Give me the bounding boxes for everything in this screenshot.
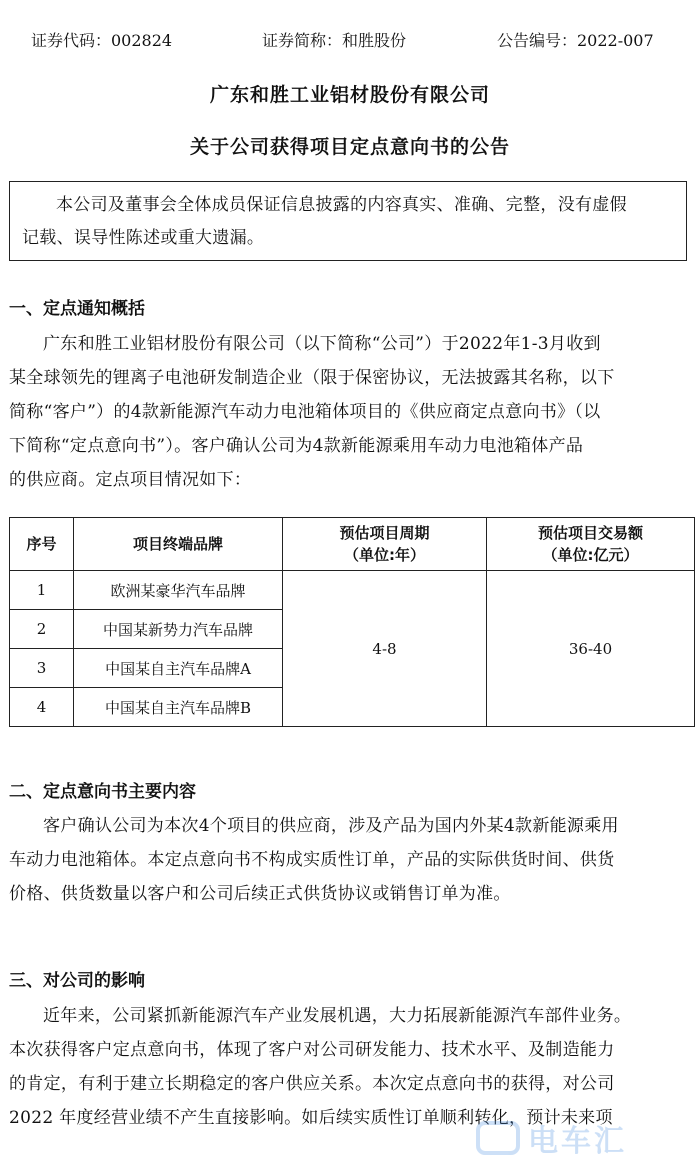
ev-logo-icon	[476, 1121, 520, 1155]
company-title: 广东和胜工业铝材股份有限公司	[209, 84, 490, 106]
paragraph-line: 本次获得客户定点意向书，体现了客户对公司研发能力、技术水平、及制造能力	[9, 1040, 615, 1060]
row-number: 1	[10, 571, 74, 610]
watermark-text: 电车汇	[528, 1124, 627, 1159]
table-row	[10, 571, 695, 610]
paragraph-line: 的肯定，有利于建立长期稳定的客户供应关系。本次定点意向书的获得，对公司	[9, 1074, 615, 1094]
period-header-line2: （单位:年）	[344, 546, 425, 564]
section1-paragraph	[9, 327, 692, 497]
stock-code: 证券代码：002824	[31, 31, 173, 50]
period-cell: 4-8	[283, 571, 487, 727]
announcement-number: 公告编号：2022-007	[497, 31, 654, 50]
row-brand: 中国某新势力汽车品牌	[74, 610, 283, 649]
col-header-amount	[487, 518, 695, 571]
section-heading: 一、定点通知概括	[9, 299, 145, 319]
announcement-title: 关于公司获得项目定点意向书的公告	[189, 136, 510, 158]
amount-header-line2: （单位:亿元）	[542, 546, 639, 564]
paragraph-line: 价格、供货数量以客户和公司后续正式供货协议或销售订单为准。	[9, 884, 511, 904]
paragraph-line: 近年来，公司紧抓新能源汽车产业发展机遇，大力拓展新能源汽车部件业务。	[43, 1006, 632, 1026]
paragraph-line: 简称“客户”）的4款新能源汽车动力电池箱体项目的《供应商定点意向书》（以	[9, 402, 601, 422]
disclaimer-line: 本公司及董事会全体成员保证信息披露的内容真实、准确、完整，没有虚假	[56, 195, 627, 215]
section2-paragraph	[9, 809, 692, 911]
header-line	[0, 28, 700, 54]
project-table	[9, 517, 695, 727]
row-brand: 中国某自主汽车品牌B	[74, 688, 283, 727]
row-number: 2	[10, 610, 74, 649]
col-header-no: 序号	[10, 518, 74, 571]
paragraph-line: 广东和胜工业铝材股份有限公司（以下简称“公司”）于2022年1-3月收到	[43, 334, 601, 354]
row-number: 4	[10, 688, 74, 727]
amount-cell: 36-40	[487, 571, 695, 727]
paragraph-line: 2022 年度经营业绩不产生直接影响。如后续实质性订单顺利转化，预计未来项	[9, 1108, 613, 1128]
row-brand: 中国某自主汽车品牌A	[74, 649, 283, 688]
paragraph-line: 下简称“定点意向书”）。客户确认公司为4款新能源乘用车动力电池箱体产品	[9, 436, 584, 456]
stock-abbr: 证券简称：和胜股份	[262, 31, 407, 50]
col-header-period	[283, 518, 487, 571]
section-heading: 三、对公司的影响	[9, 971, 145, 991]
watermark-logo	[476, 1115, 696, 1161]
row-brand: 欧洲某豪华汽车品牌	[74, 571, 283, 610]
amount-header-line1: 预估项目交易额	[537, 524, 643, 542]
section-heading: 二、定点意向书主要内容	[9, 782, 196, 802]
disclaimer-box	[9, 181, 687, 261]
paragraph-line: 的供应商。定点项目情况如下：	[9, 470, 252, 490]
paragraph-line: 某全球领先的锂离子电池研发制造企业（限于保密协议，无法披露其名称，以下	[9, 368, 615, 388]
paragraph-line: 客户确认公司为本次4个项目的供应商，涉及产品为国内外某4款新能源乘用	[43, 816, 619, 836]
period-header-line1: 预估项目周期	[339, 524, 430, 542]
row-number: 3	[10, 649, 74, 688]
table-header-row	[10, 518, 695, 571]
disclaimer-line: 记载、误导性陈述或重大遗漏。	[22, 228, 265, 248]
col-header-brand: 项目终端品牌	[74, 518, 283, 571]
paragraph-line: 车动力电池箱体。本定点意向书不构成实质性订单，产品的实际供货时间、供货	[9, 850, 615, 870]
